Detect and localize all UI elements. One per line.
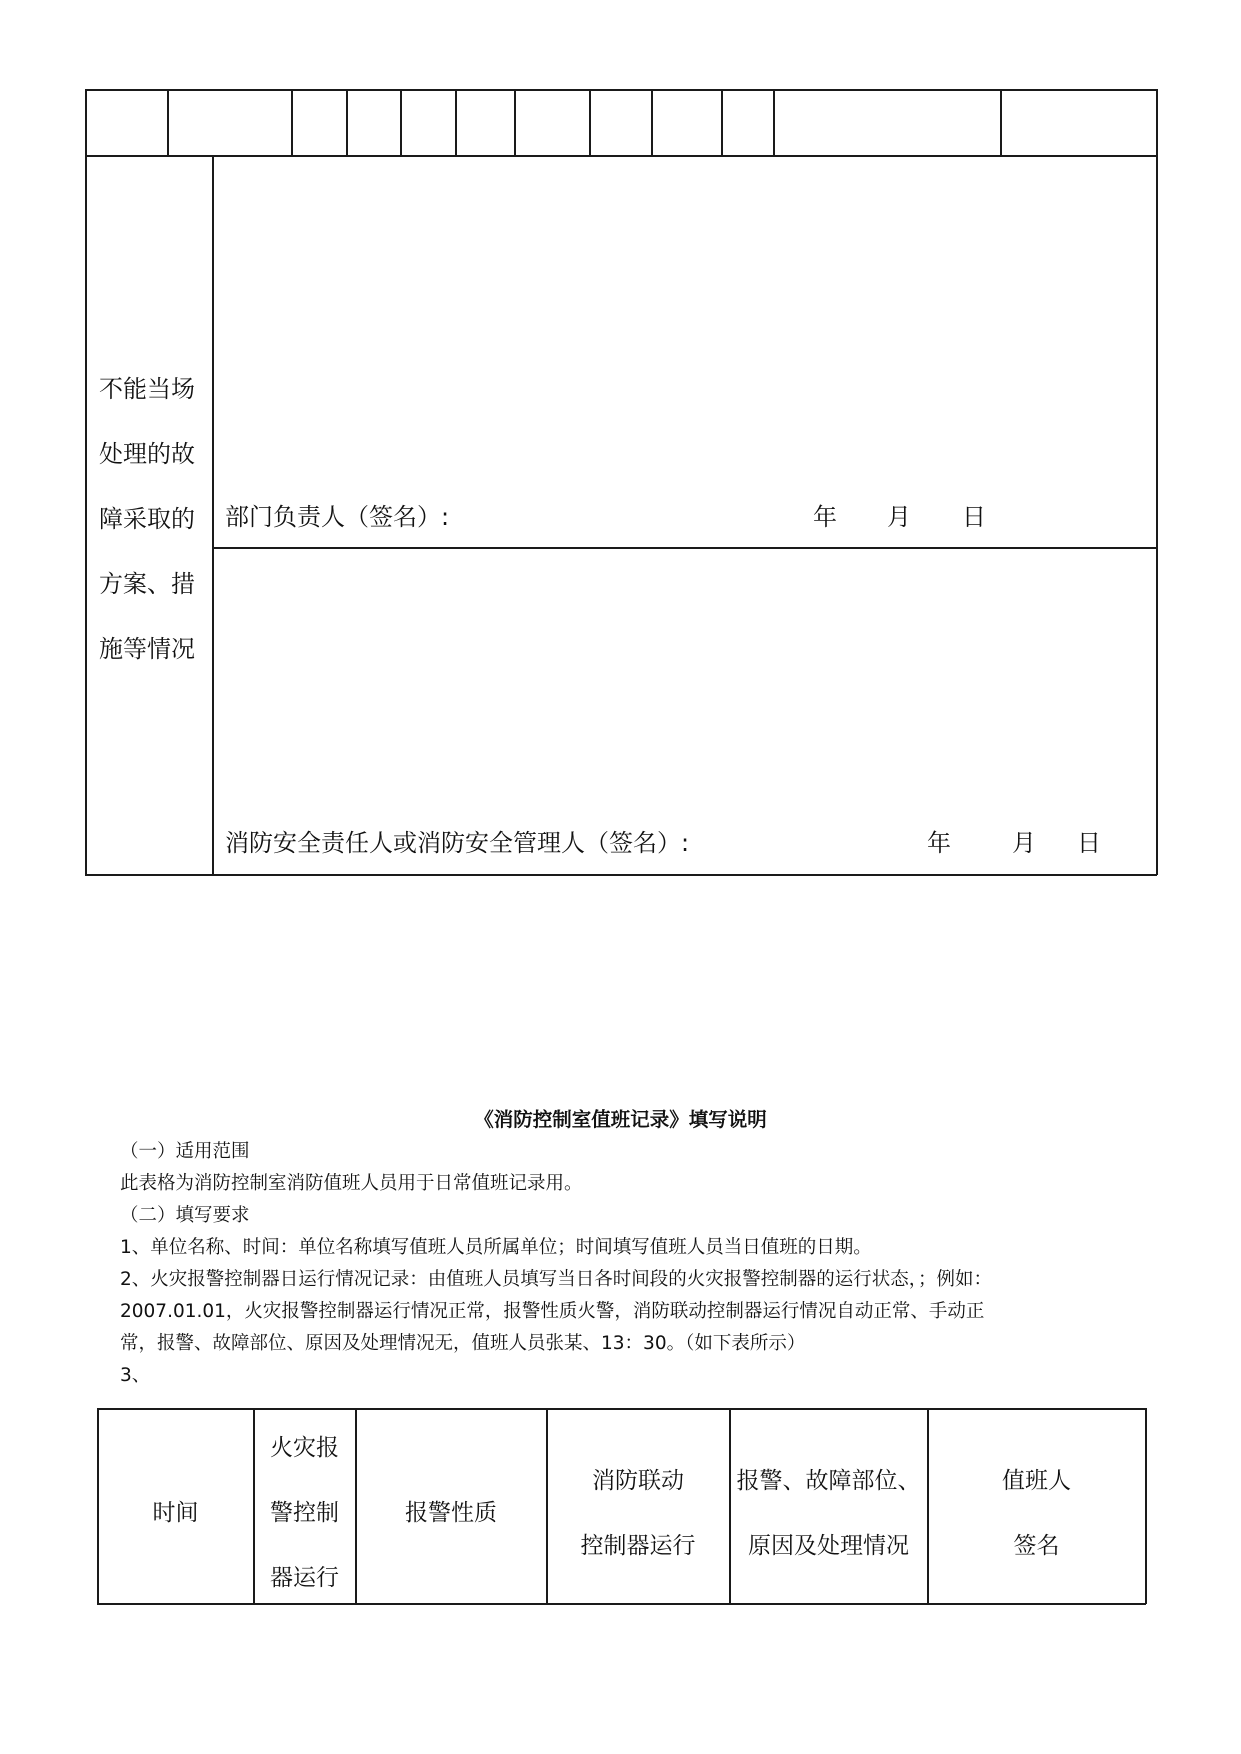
table-line (85, 89, 87, 875)
table-line (546, 1408, 548, 1604)
table-line (1145, 1408, 1147, 1604)
col-fault-line: 原因及处理情况 (748, 1533, 909, 1559)
table-line (721, 89, 723, 156)
table-line (212, 155, 214, 875)
col-fire-alarm-line: 警控制 (270, 1500, 339, 1526)
col-fire-alarm (254, 1437, 355, 1502)
table-line (927, 1408, 929, 1604)
table-line (651, 89, 653, 156)
table-line (729, 1408, 731, 1604)
col-fire-alarm-line: 火灾报 (270, 1435, 339, 1461)
scope-text: 此表格为消防控制室消防值班人员用于日常值班记录用。 (120, 1173, 583, 1194)
safety-sign-label: 消防安全责任人或消防安全管理人（签名）: (225, 829, 690, 857)
instructions-title: 《消防控制室值班记录》填写说明 (474, 1108, 767, 1131)
table-line (85, 89, 1157, 91)
col-fault-line: 报警、故障部位、 (736, 1468, 921, 1494)
requirements-heading: （二）填写要求 (120, 1205, 250, 1226)
table-line (1156, 89, 1158, 875)
item-1: 1、单位名称、时间：单位名称填写值班人员所属单位；时间填写值班人员当日值班的日期。 (120, 1237, 872, 1258)
table-line (346, 89, 348, 156)
table-line (212, 547, 1157, 549)
table-line (400, 89, 402, 156)
table-line (85, 155, 1157, 157)
table-line (514, 89, 516, 156)
scope-heading: （一）适用范围 (120, 1141, 250, 1162)
col-fire-alarm-line: 器运行 (270, 1565, 339, 1591)
table-line (167, 89, 169, 156)
col-time: 时间 (152, 1500, 199, 1526)
safety-date-month: 月 (1012, 829, 1036, 857)
safety-date-year: 年 (927, 829, 951, 857)
safety-date-day: 日 (1077, 829, 1101, 857)
dept-date-day: 日 (962, 503, 986, 531)
fault-measures-label (99, 357, 209, 682)
col-alarm-nature: 报警性质 (405, 1500, 497, 1526)
item-2-line-2: 2007.01.01，火灾报警控制器运行情况正常，报警性质火警，消防联动控制器运行情况自动正常、手动正 (120, 1301, 985, 1322)
table-line (85, 874, 1157, 876)
fault-label-line: 方案、措 (99, 570, 195, 598)
fault-label-line: 障采取的 (99, 505, 195, 533)
dept-date-month: 月 (887, 503, 911, 531)
item-3: 3、 (120, 1365, 151, 1386)
table-line (589, 89, 591, 156)
dept-date-year: 年 (813, 503, 837, 531)
fault-label-line: 不能当场 (99, 375, 195, 403)
col-duty-line: 值班人 (1002, 1468, 1071, 1494)
table-line (773, 89, 775, 156)
item-2-line-1: 2、火灾报警控制器日运行情况记录：由值班人员填写当日各时间段的火灾报警控制器的运行状态，；例如： (120, 1269, 993, 1290)
fault-label-line: 施等情况 (99, 635, 195, 663)
table-line (291, 89, 293, 156)
col-linkage-line: 消防联动 (592, 1468, 684, 1494)
table-line (455, 89, 457, 156)
col-duty-line: 签名 (1013, 1533, 1060, 1559)
item-2-line-3: 常，报警、故障部位、原因及处理情况无，值班人员张某、13：30。（如下表所示） (120, 1333, 806, 1354)
dept-sign-label: 部门负责人（签名）: (225, 503, 450, 531)
col-linkage-line: 控制器运行 (580, 1533, 696, 1559)
fault-label-line: 处理的故 (99, 440, 195, 468)
table-line (1000, 89, 1002, 156)
